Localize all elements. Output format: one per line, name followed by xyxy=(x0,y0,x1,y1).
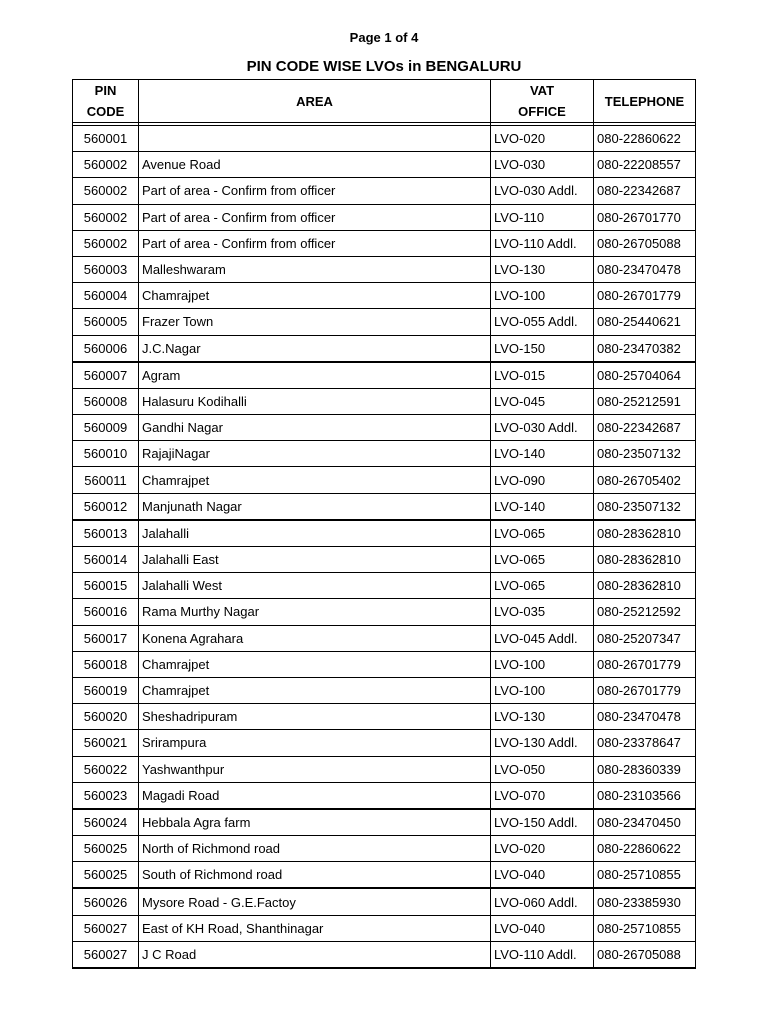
table-row xyxy=(73,126,696,152)
vat-office-cell: LVO-035 xyxy=(491,599,594,625)
table-row xyxy=(73,309,696,335)
vat-office-cell: LVO-065 xyxy=(491,573,594,599)
telephone-cell: 080-25710855 xyxy=(594,862,696,889)
vat-office-cell: LVO-150 xyxy=(491,335,594,362)
table-row xyxy=(73,625,696,651)
vat-office-cell: LVO-015 xyxy=(491,362,594,389)
vat-office-cell: LVO-100 xyxy=(491,677,594,703)
table-row xyxy=(73,888,696,915)
telephone-cell: 080-23385930 xyxy=(594,888,696,915)
header-telephone: TELEPHONE xyxy=(594,80,696,123)
telephone-cell: 080-23470478 xyxy=(594,704,696,730)
area-cell xyxy=(139,126,491,152)
vat-office-cell: LVO-150 Addl. xyxy=(491,809,594,836)
table-row xyxy=(73,467,696,493)
area-cell: Konena Agrahara xyxy=(139,625,491,651)
pin-code-cell: 560002 xyxy=(73,152,139,178)
area-cell: South of Richmond road xyxy=(139,862,491,889)
lvo-table xyxy=(72,79,696,969)
area-cell: Gandhi Nagar xyxy=(139,415,491,441)
pin-code-cell: 560002 xyxy=(73,230,139,256)
table-row xyxy=(73,941,696,968)
telephone-cell: 080-26701779 xyxy=(594,283,696,309)
table-row xyxy=(73,915,696,941)
header-row xyxy=(73,80,696,123)
telephone-cell: 080-25710855 xyxy=(594,915,696,941)
pin-code-cell: 560002 xyxy=(73,178,139,204)
telephone-cell: 080-25440621 xyxy=(594,309,696,335)
area-cell: Rama Murthy Nagar xyxy=(139,599,491,625)
area-cell: J C Road xyxy=(139,941,491,968)
area-cell: Sheshadripuram xyxy=(139,704,491,730)
vat-office-cell: LVO-040 xyxy=(491,915,594,941)
pin-code-cell: 560022 xyxy=(73,756,139,782)
area-cell: Jalahalli East xyxy=(139,547,491,573)
area-cell: Chamrajpet xyxy=(139,651,491,677)
table-row xyxy=(73,782,696,809)
table-row xyxy=(73,547,696,573)
pin-code-cell: 560011 xyxy=(73,467,139,493)
table-row xyxy=(73,836,696,862)
area-cell: Manjunath Nagar xyxy=(139,493,491,520)
table-row xyxy=(73,256,696,282)
table-row xyxy=(73,415,696,441)
telephone-cell: 080-23470450 xyxy=(594,809,696,836)
vat-office-cell: LVO-110 Addl. xyxy=(491,230,594,256)
page-number: Page 1 of 4 xyxy=(349,30,419,45)
vat-office-cell: LVO-130 xyxy=(491,256,594,282)
table-row xyxy=(73,283,696,309)
telephone-cell: 080-22342687 xyxy=(594,178,696,204)
pin-code-cell: 560016 xyxy=(73,599,139,625)
pin-code-cell: 560019 xyxy=(73,677,139,703)
pin-code-cell: 560027 xyxy=(73,941,139,968)
telephone-cell: 080-25704064 xyxy=(594,362,696,389)
table-row xyxy=(73,441,696,467)
pin-code-cell: 560012 xyxy=(73,493,139,520)
telephone-cell: 080-26701779 xyxy=(594,677,696,703)
telephone-cell: 080-23470478 xyxy=(594,256,696,282)
area-cell: Chamrajpet xyxy=(139,677,491,703)
area-cell: East of KH Road, Shanthinagar xyxy=(139,915,491,941)
table-row xyxy=(73,730,696,756)
area-cell: Mysore Road - G.E.Factoy xyxy=(139,888,491,915)
area-cell: Srirampura xyxy=(139,730,491,756)
telephone-cell: 080-23103566 xyxy=(594,782,696,809)
telephone-cell: 080-26701770 xyxy=(594,204,696,230)
table-row xyxy=(73,520,696,547)
table-row xyxy=(73,599,696,625)
telephone-cell: 080-23378647 xyxy=(594,730,696,756)
table-row xyxy=(73,335,696,362)
vat-office-cell: LVO-030 Addl. xyxy=(491,415,594,441)
pin-code-cell: 560023 xyxy=(73,782,139,809)
pin-code-cell: 560009 xyxy=(73,415,139,441)
table-row xyxy=(73,493,696,520)
pin-code-cell: 560021 xyxy=(73,730,139,756)
telephone-cell: 080-28362810 xyxy=(594,547,696,573)
area-cell: Part of area - Confirm from officer xyxy=(139,178,491,204)
vat-office-cell: LVO-140 xyxy=(491,493,594,520)
vat-office-cell: LVO-030 xyxy=(491,152,594,178)
telephone-cell: 080-22342687 xyxy=(594,415,696,441)
pin-code-cell: 560006 xyxy=(73,335,139,362)
telephone-cell: 080-23507132 xyxy=(594,441,696,467)
header-pin-code xyxy=(73,80,139,123)
area-cell: J.C.Nagar xyxy=(139,335,491,362)
pin-code-cell: 560001 xyxy=(73,126,139,152)
header-vat-office xyxy=(491,80,594,123)
telephone-cell: 080-26705088 xyxy=(594,941,696,968)
table-row xyxy=(73,756,696,782)
vat-office-cell: LVO-065 xyxy=(491,547,594,573)
area-cell: Jalahalli xyxy=(139,520,491,547)
table-row xyxy=(73,152,696,178)
table-row xyxy=(73,178,696,204)
telephone-cell: 080-28362810 xyxy=(594,573,696,599)
table-row xyxy=(73,809,696,836)
area-cell: Malleshwaram xyxy=(139,256,491,282)
vat-office-cell: LVO-100 xyxy=(491,651,594,677)
table-row xyxy=(73,230,696,256)
area-cell: Jalahalli West xyxy=(139,573,491,599)
table-row xyxy=(73,677,696,703)
pin-code-cell: 560025 xyxy=(73,836,139,862)
area-cell: Part of area - Confirm from officer xyxy=(139,230,491,256)
telephone-cell: 080-26701779 xyxy=(594,651,696,677)
pin-code-cell: 560015 xyxy=(73,573,139,599)
pin-code-cell: 560010 xyxy=(73,441,139,467)
table-row xyxy=(73,388,696,414)
pin-code-cell: 560013 xyxy=(73,520,139,547)
table-row xyxy=(73,573,696,599)
area-cell: Yashwanthpur xyxy=(139,756,491,782)
telephone-cell: 080-28360339 xyxy=(594,756,696,782)
table-row xyxy=(73,204,696,230)
area-cell: Avenue Road xyxy=(139,152,491,178)
telephone-cell: 080-25212591 xyxy=(594,388,696,414)
pin-code-cell: 560020 xyxy=(73,704,139,730)
vat-office-cell: LVO-100 xyxy=(491,283,594,309)
telephone-cell: 080-22860622 xyxy=(594,836,696,862)
area-cell: North of Richmond road xyxy=(139,836,491,862)
vat-office-cell: LVO-060 Addl. xyxy=(491,888,594,915)
telephone-cell: 080-22208557 xyxy=(594,152,696,178)
table-row xyxy=(73,862,696,889)
area-cell: Frazer Town xyxy=(139,309,491,335)
pin-code-cell: 560024 xyxy=(73,809,139,836)
pin-code-cell: 560007 xyxy=(73,362,139,389)
pin-code-cell: 560002 xyxy=(73,204,139,230)
vat-office-cell: LVO-130 Addl. xyxy=(491,730,594,756)
vat-office-cell: LVO-110 xyxy=(491,204,594,230)
telephone-cell: 080-28362810 xyxy=(594,520,696,547)
header-office-line2: OFFICE xyxy=(518,104,566,119)
area-cell: Halasuru Kodihalli xyxy=(139,388,491,414)
header-pin-line2: CODE xyxy=(86,104,125,119)
telephone-cell: 080-26705402 xyxy=(594,467,696,493)
pin-code-cell: 560008 xyxy=(73,388,139,414)
pin-code-cell: 560027 xyxy=(73,915,139,941)
area-cell: Agram xyxy=(139,362,491,389)
table-row xyxy=(73,651,696,677)
telephone-cell: 080-25207347 xyxy=(594,625,696,651)
telephone-cell: 080-23507132 xyxy=(594,493,696,520)
area-cell: Chamrajpet xyxy=(139,283,491,309)
pin-code-cell: 560003 xyxy=(73,256,139,282)
area-cell: Hebbala Agra farm xyxy=(139,809,491,836)
pin-code-cell: 560004 xyxy=(73,283,139,309)
pin-code-cell: 560025 xyxy=(73,862,139,889)
pin-code-cell: 560017 xyxy=(73,625,139,651)
pin-code-cell: 560014 xyxy=(73,547,139,573)
pin-code-cell: 560005 xyxy=(73,309,139,335)
pin-code-cell: 560026 xyxy=(73,888,139,915)
area-cell: Chamrajpet xyxy=(139,467,491,493)
header-office-line1: VAT xyxy=(529,83,555,98)
vat-office-cell: LVO-030 Addl. xyxy=(491,178,594,204)
vat-office-cell: LVO-070 xyxy=(491,782,594,809)
telephone-cell: 080-25212592 xyxy=(594,599,696,625)
vat-office-cell: LVO-020 xyxy=(491,836,594,862)
vat-office-cell: LVO-050 xyxy=(491,756,594,782)
vat-office-cell: LVO-065 xyxy=(491,520,594,547)
vat-office-cell: LVO-110 Addl. xyxy=(491,941,594,968)
area-cell: Magadi Road xyxy=(139,782,491,809)
telephone-cell: 080-26705088 xyxy=(594,230,696,256)
vat-office-cell: LVO-055 Addl. xyxy=(491,309,594,335)
table-row xyxy=(73,704,696,730)
vat-office-cell: LVO-140 xyxy=(491,441,594,467)
vat-office-cell: LVO-130 xyxy=(491,704,594,730)
header-area: AREA xyxy=(139,80,491,123)
telephone-cell: 080-22860622 xyxy=(594,126,696,152)
telephone-cell: 080-23470382 xyxy=(594,335,696,362)
page-title: PIN CODE WISE LVOs in BENGALURU xyxy=(246,58,522,75)
area-cell: RajajiNagar xyxy=(139,441,491,467)
area-cell: Part of area - Confirm from officer xyxy=(139,204,491,230)
vat-office-cell: LVO-020 xyxy=(491,126,594,152)
vat-office-cell: LVO-045 Addl. xyxy=(491,625,594,651)
vat-office-cell: LVO-040 xyxy=(491,862,594,889)
header-pin-line1: PIN xyxy=(94,83,117,98)
vat-office-cell: LVO-045 xyxy=(491,388,594,414)
table-row xyxy=(73,362,696,389)
vat-office-cell: LVO-090 xyxy=(491,467,594,493)
pin-code-cell: 560018 xyxy=(73,651,139,677)
